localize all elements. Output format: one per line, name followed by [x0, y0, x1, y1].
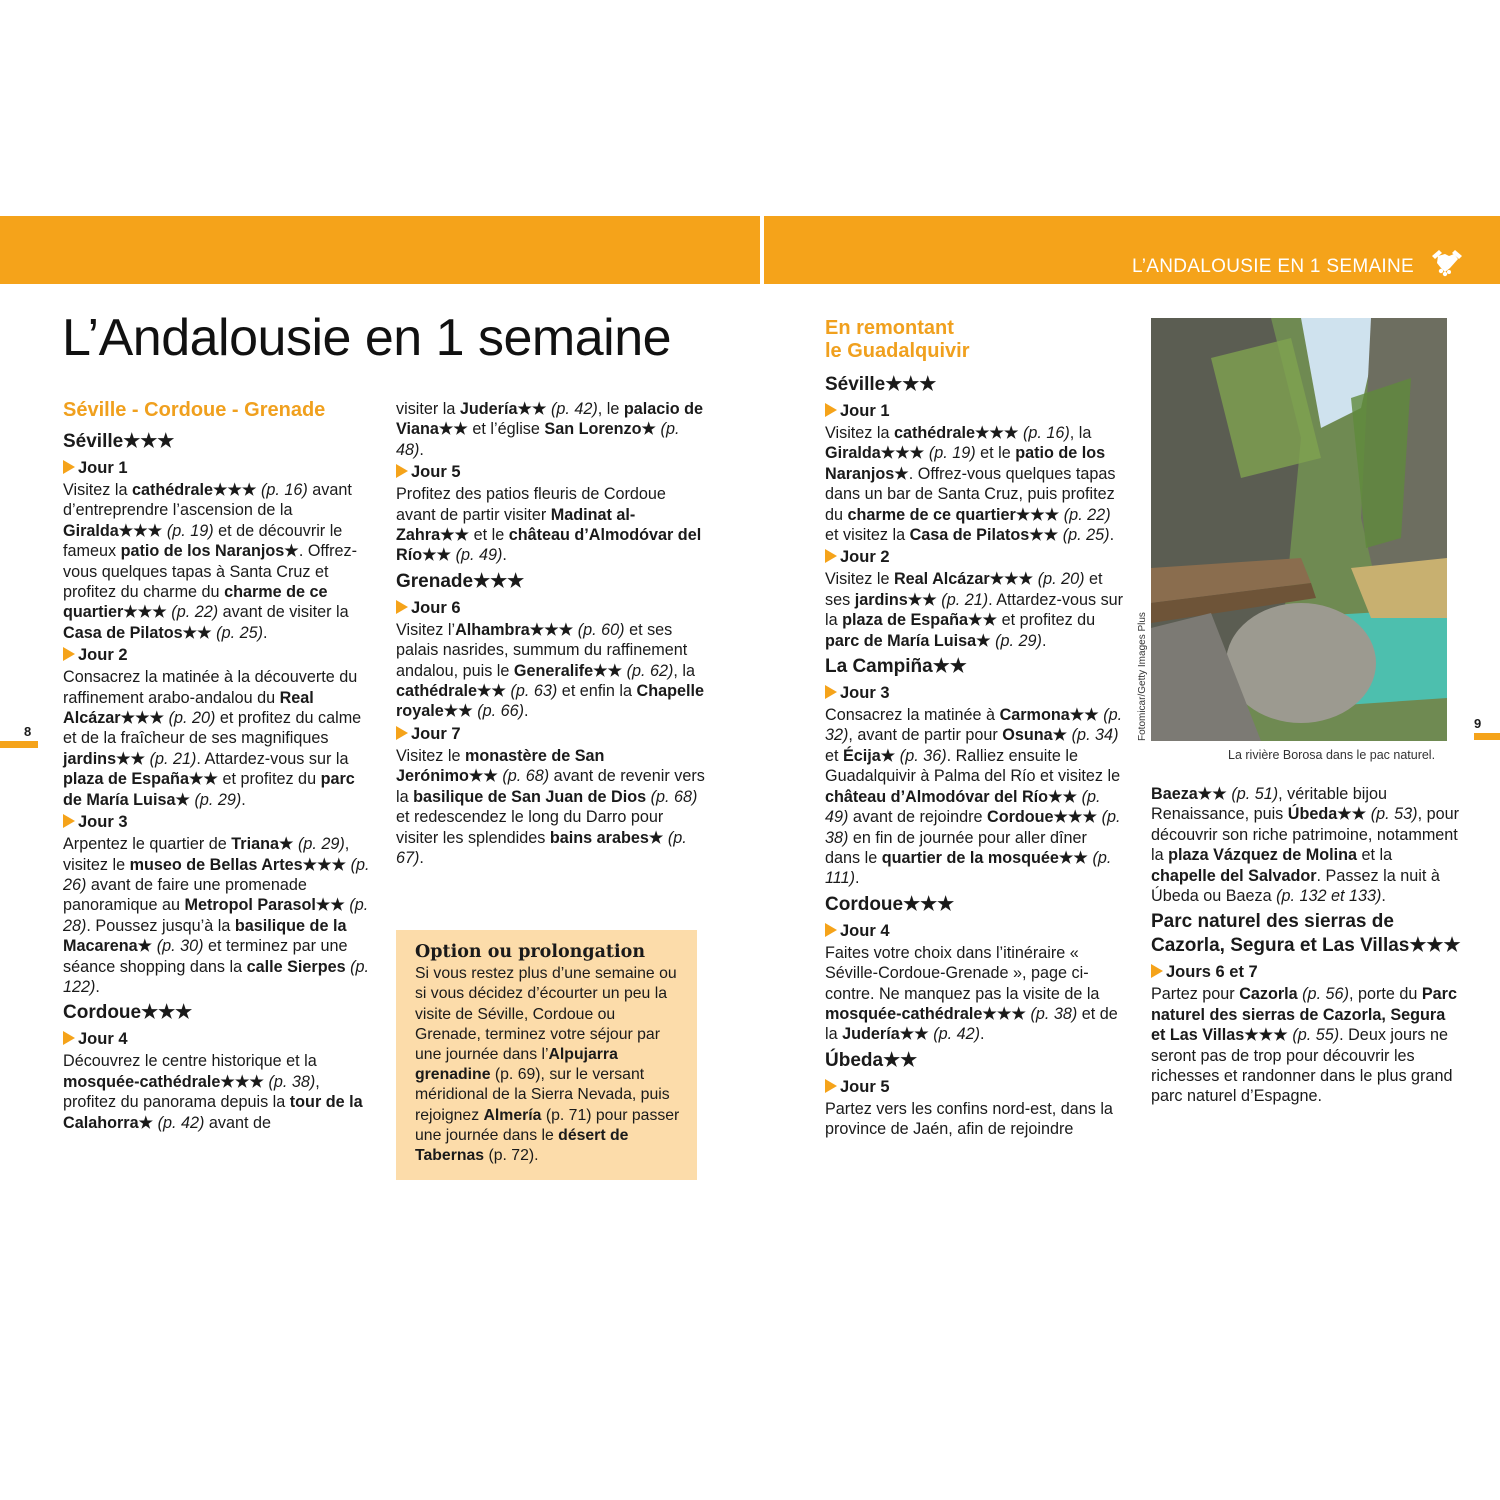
day-heading — [63, 645, 375, 665]
bold-text: bains arabes★ — [549, 828, 664, 847]
bold-text: plaza de España★★ — [842, 611, 998, 630]
page-ref: (p. 26) — [63, 855, 370, 894]
bold-text: cathédrale★★★ — [893, 424, 1019, 442]
page-ref: (p. 38) — [825, 808, 1121, 847]
route-title-right — [825, 317, 1125, 363]
right-column-1 — [825, 317, 1125, 1142]
text: . — [1041, 631, 1047, 650]
day-label: Jour 6 — [411, 598, 461, 617]
bold-text: cathédrale★★ — [396, 682, 507, 701]
city-heading: Parc naturel des sierras de Cazorla, Segura et Las Villas★★★ — [1151, 911, 1461, 957]
route-title: Séville - Cordoue - Grenade — [63, 399, 326, 421]
text: en fin de journée pour aller dîner dans le — [825, 828, 1087, 867]
page-ref: (p. 67) — [396, 828, 687, 867]
day-heading — [825, 1077, 1125, 1097]
text: Consacrez la matinée à — [825, 706, 1000, 725]
bold-text: parc de María Luisa★ — [63, 770, 355, 809]
text: . Deux jours ne seront pas de trop pour découvrir les richesses et randonner dans le plus grand parc naturel d’Espagne. — [1151, 1026, 1453, 1106]
bold-text: charme de ce quartier★★★ — [847, 505, 1060, 524]
day-label: Jour 2 — [840, 548, 890, 567]
triangle-bullet-icon — [825, 685, 837, 699]
text: Visitez la — [825, 424, 894, 442]
photo-credit: Fotomicar/Getty Images Plus — [1137, 612, 1148, 741]
text: (p. 72). — [484, 1147, 539, 1165]
page-ref: (p. 34) — [1067, 726, 1119, 745]
text: Visitez la — [63, 481, 132, 499]
text: , la — [673, 661, 696, 680]
bold-text: Carmona★★ — [999, 706, 1099, 725]
photo-illustration — [1151, 318, 1447, 741]
bold-text: chapelle del Salvador — [1151, 866, 1317, 885]
text: , profitez du panorama depuis la — [63, 1072, 320, 1112]
text: . — [855, 869, 860, 888]
text: et visitez la — [825, 526, 910, 545]
page-ref: (p. 38) — [1025, 1004, 1078, 1023]
text: , la — [1069, 424, 1092, 442]
route-title-line2: le Guadalquivir — [825, 340, 970, 362]
text: . Ralliez ensuite le Guadalquivir à Palma del Río et visitez le — [825, 746, 1121, 786]
paragraph — [825, 569, 1125, 651]
bold-text: tour de la Calahorra★ — [63, 1093, 363, 1132]
text: avant de revenir vers la — [396, 767, 705, 806]
bold-text: Écija★ — [843, 746, 896, 765]
bold-text: Cazorla — [1239, 985, 1298, 1004]
day-heading — [825, 401, 1125, 421]
folio-bar-left — [0, 741, 38, 748]
triangle-bullet-icon — [825, 1079, 837, 1093]
text: . Passez la nuit à Úbeda ou Baeza — [1151, 866, 1440, 906]
page-title: L’Andalousie en 1 semaine — [62, 309, 672, 367]
text: Faites votre choix dans l’itinéraire « Séville-Cordoue-Grenade », page ci-contre. Ne manquez pas la visite de la — [825, 943, 1100, 1003]
text: . — [502, 546, 507, 565]
text: et profitez du calme et de la fraîcheur de ses magnifiques — [63, 709, 362, 748]
day-label: Jour 4 — [840, 921, 890, 940]
page-ref: (p. 38) — [263, 1072, 316, 1091]
handshake-icon — [1430, 246, 1464, 280]
bold-text: Giralda★★★ — [825, 444, 925, 463]
text: Visitez le — [825, 570, 894, 589]
text: et la — [1357, 846, 1393, 865]
paragraph — [396, 484, 706, 566]
text: et l’église — [467, 420, 545, 439]
bold-text: monastère de San Jerónimo★★ — [396, 746, 605, 786]
page-ref: (p. 42) — [546, 400, 598, 418]
text: Partez vers les confins nord-est, dans la province de Jaén, afin de rejoindre — [825, 1099, 1113, 1139]
page-ref: (p. 36) — [895, 746, 947, 765]
bold-text: Parc naturel des sierras de Cazorla, Segura et Las Villas★★★ — [1151, 985, 1457, 1045]
bold-text: calle Sierpes — [246, 957, 346, 976]
text: , visitez le — [63, 835, 350, 874]
page-ref: (p. 29) — [293, 835, 345, 854]
text: et le — [469, 526, 509, 545]
day-label: Jour 1 — [840, 402, 890, 420]
text: . — [262, 623, 268, 642]
day-label: Jour 7 — [411, 724, 461, 743]
bold-text: mosquée-cathédrale★★★ — [63, 1072, 264, 1091]
day-heading — [396, 724, 706, 744]
triangle-bullet-icon — [63, 460, 75, 474]
bold-text: Úbeda★★ — [1287, 805, 1367, 824]
paragraph — [1151, 984, 1461, 1106]
text: . — [419, 440, 424, 459]
bold-text: Casa de Pilatos★★ — [63, 623, 212, 642]
page-ref: (p. 122) — [63, 957, 369, 996]
text: et de la — [825, 1004, 1118, 1044]
text: et redescendez le long du Darro pour visiter les splendides — [396, 808, 664, 847]
page-ref: (p. 55) — [1287, 1026, 1340, 1045]
page-ref: (p. 66) — [472, 702, 525, 721]
triangle-bullet-icon — [396, 464, 408, 478]
page-ref: (p. 22) — [166, 603, 219, 622]
page-ref: (p. 29) — [990, 631, 1042, 650]
bold-text: patio de los Naranjos★ — [120, 542, 299, 561]
day-label: Jours 6 et 7 — [1166, 963, 1258, 982]
option-box-text — [415, 964, 683, 1166]
page-ref: (p. 49) — [825, 787, 1101, 827]
text: avant de faire une promenade panoramique au — [63, 875, 307, 915]
bold-text: Osuna★ — [1002, 726, 1068, 745]
page-ref: (p. 16) — [1018, 424, 1070, 442]
bold-text: cathédrale★★★ — [131, 481, 257, 499]
option-box-title: Option ou prolongation — [415, 942, 646, 962]
triangle-bullet-icon — [825, 923, 837, 937]
page-ref: (p. 20) — [164, 709, 216, 728]
bold-text: palacio de Viana★★ — [396, 400, 704, 439]
text: . Offrez-vous quelques tapas à Santa Cruz et profitez du charme du — [63, 542, 357, 602]
page-ref: (p. 48) — [396, 420, 680, 459]
page-ref: (p. 60) — [573, 620, 625, 639]
right-column-2 — [1151, 784, 1461, 1109]
triangle-bullet-icon — [63, 1031, 75, 1045]
page-ref: (p. 111) — [825, 848, 1112, 888]
city-heading: Cordoue★★★ — [825, 893, 955, 915]
page-ref: (p. 53) — [1366, 805, 1418, 824]
city-heading: Grenade★★★ — [396, 570, 525, 592]
text: avant de rejoindre — [848, 808, 987, 827]
triangle-bullet-icon — [1151, 964, 1163, 978]
bold-text: Giralda★★★ — [63, 521, 163, 540]
text: Partez pour — [1151, 985, 1240, 1004]
bold-text: mosquée-cathédrale★★★ — [825, 1004, 1026, 1023]
day-heading — [63, 458, 375, 478]
text: , avant de partir pour — [848, 726, 1003, 745]
text: et profitez du — [997, 611, 1096, 630]
bold-text: plaza de España★★ — [63, 770, 218, 789]
day-heading — [396, 598, 706, 618]
folio-bar-right — [1474, 733, 1500, 740]
page-ref: (p. 30) — [152, 937, 204, 956]
text: . Attardez-vous sur la — [825, 590, 1124, 630]
city-heading: Cordoue★★★ — [63, 1002, 193, 1024]
page-number-left: 8 — [24, 724, 32, 739]
paragraph — [63, 834, 375, 997]
bold-text: jardins★★ — [63, 749, 146, 768]
bold-text: château d’Almodóvar del Río★★ — [396, 526, 702, 565]
bold-text: Judería★★ — [459, 400, 547, 418]
bold-text: Casa de Pilatos★★ — [909, 526, 1059, 545]
page-ref: (p. 25) — [211, 623, 263, 642]
bold-text: Madinat al-Zahra★★ — [396, 505, 636, 545]
text: , pour découvrir son riche patrimoine, notamment la — [1151, 805, 1459, 865]
text: (p. 69), sur le versant méridional de la Sierra Nevada, puis rejoignez — [415, 1066, 670, 1124]
page-ref: (p. 16) — [256, 481, 308, 499]
text: Arpentez le quartier de — [63, 835, 232, 854]
paragraph — [825, 423, 1125, 545]
day-heading — [1151, 962, 1461, 982]
text: , véritable bijou Renaissance, puis — [1151, 785, 1388, 824]
page-number-right: 9 — [1474, 716, 1482, 731]
photo-borosa-river — [1151, 318, 1447, 741]
triangle-bullet-icon — [396, 600, 408, 614]
bold-text: Metropol Parasol★★ — [184, 896, 345, 915]
text: avant de — [204, 1113, 271, 1132]
bold-text: Alpujarra grenadine — [415, 1046, 618, 1084]
page-ref: (p. 42) — [928, 1025, 981, 1044]
paragraph — [825, 943, 1125, 1045]
text: . Offrez-vous quelques tapas dans un bar de Santa Cruz, puis profitez du — [825, 464, 1116, 524]
page-ref: (p. 68) — [646, 787, 698, 806]
paragraph — [396, 620, 706, 722]
page-ref: (p. 21) — [145, 749, 197, 768]
day-heading — [396, 462, 706, 482]
page-ref: (p. 42) — [153, 1113, 205, 1132]
page-ref: (p. 132 et 133) — [1276, 887, 1382, 906]
paragraph — [63, 480, 375, 643]
bold-text: Cordoue★★★ — [987, 808, 1098, 827]
text: . — [1381, 887, 1386, 906]
page-ref: (p. 32) — [825, 706, 1123, 745]
city-heading: Úbeda★★ — [825, 1049, 918, 1071]
day-heading — [825, 683, 1125, 703]
left-column-1 — [63, 399, 375, 1135]
text: et ses palais nasrides, summum du raffinement andalou, puis le — [396, 620, 688, 680]
text: . — [524, 702, 529, 721]
paragraph — [825, 705, 1125, 889]
text: Visitez le — [396, 746, 465, 765]
city-heading: Séville★★★ — [825, 374, 937, 395]
text: avant de visiter la — [218, 603, 349, 622]
triangle-bullet-icon — [396, 726, 408, 740]
left-column-2 — [396, 399, 706, 870]
triangle-bullet-icon — [63, 647, 75, 661]
bold-text: basilique de San Juan de Dios — [413, 787, 647, 806]
triangle-bullet-icon — [63, 814, 75, 828]
text: . Poussez jusqu’à la — [86, 916, 235, 935]
day-heading — [825, 547, 1125, 567]
header-banner-left — [0, 216, 760, 284]
text: et de découvrir le fameux — [63, 521, 343, 561]
bold-text: désert de Tabernas — [415, 1126, 629, 1165]
paragraph — [396, 399, 706, 460]
text: . — [980, 1025, 985, 1044]
text: . Attardez-vous sur la — [196, 749, 349, 768]
photo-caption: La rivière Borosa dans le pac naturel. — [1228, 748, 1436, 762]
text: Découvrez le centre historique et la — [63, 1052, 317, 1071]
text: Si vous restez plus d’une semaine ou si vous décidez d’écourter un peu la visite de Séville, Cordoue ou Grenade, terminez votre séjour par une journée dans l’ — [415, 965, 677, 1064]
day-label: Jour 4 — [78, 1030, 128, 1049]
text: Consacrez la matinée à la découverte du raffinement arabo-andalou du — [63, 668, 358, 707]
page-ref: (p. 21) — [936, 590, 989, 609]
bold-text: plaza Vázquez de Molina — [1168, 846, 1358, 865]
bold-text: Real Alcázar★★★ — [893, 570, 1034, 589]
bold-text: quartier de la mosquée★★ — [881, 848, 1088, 867]
text: et le — [975, 444, 1016, 463]
city-heading: Séville★★★ — [63, 431, 175, 452]
text: . — [241, 790, 246, 809]
page-ref: (p. 20) — [1033, 570, 1085, 589]
page-ref: (p. 68) — [497, 767, 550, 786]
bold-text: Chapelle royale★★ — [396, 682, 704, 721]
paragraph — [63, 667, 375, 810]
paragraph — [1151, 784, 1461, 906]
paragraph — [825, 1099, 1125, 1140]
bold-text: jardins★★ — [854, 590, 937, 609]
bold-text: Judería★★ — [842, 1025, 929, 1044]
page-ref: (p. 25) — [1058, 526, 1110, 545]
text: . — [1109, 526, 1115, 545]
day-heading — [825, 921, 1125, 941]
bold-text: parc de María Luisa★ — [825, 631, 991, 650]
bold-text: Real Alcázar★★★ — [63, 688, 314, 728]
page-ref: (p. 51) — [1226, 785, 1279, 803]
bold-text: patio de los Naranjos★ — [825, 444, 1106, 483]
page-ref: (p. 49) — [451, 546, 503, 565]
bold-text: basilique de la Macarena★ — [63, 916, 347, 956]
text: visiter la — [396, 400, 460, 418]
paragraph — [63, 1051, 375, 1133]
text: et — [825, 746, 843, 765]
text: , porte du — [1348, 985, 1422, 1004]
text: Visitez l’ — [396, 620, 456, 639]
bold-text: charme de ce quartier★★★ — [63, 583, 328, 622]
day-label: Jour 3 — [78, 813, 128, 832]
day-label: Jour 5 — [840, 1077, 890, 1096]
page-ref: (p. 63) — [506, 682, 558, 701]
page-ref: (p. 19) — [162, 521, 214, 540]
day-heading — [63, 812, 375, 832]
day-label: Jour 3 — [840, 684, 890, 703]
bold-text: Almería — [483, 1106, 542, 1124]
text: et enfin la — [557, 682, 637, 701]
day-heading — [63, 1029, 375, 1049]
page-ref: (p. 62) — [622, 661, 674, 680]
bold-text: Baeza★★ — [1151, 785, 1227, 803]
paragraph — [396, 746, 706, 868]
text: et ses — [825, 570, 1103, 609]
bold-text: Triana★ — [231, 835, 294, 854]
bold-text: Alhambra★★★ — [455, 620, 574, 639]
text: et terminez par une séance shopping dans la — [63, 937, 348, 976]
text: . — [419, 848, 424, 867]
bold-text: Generalife★★ — [513, 661, 623, 680]
page-ref: (p. 56) — [1297, 985, 1349, 1004]
option-box — [396, 930, 697, 1180]
text: et profitez du — [217, 770, 321, 789]
page-ref: (p. 19) — [924, 444, 976, 463]
day-label: Jour 2 — [78, 646, 128, 665]
bold-text: San Lorenzo★ — [544, 420, 657, 439]
text: Profitez des patios fleuris de Cordoue avant de partir visiter — [396, 485, 666, 524]
bold-text: museo de Bellas Artes★★★ — [129, 855, 347, 874]
text: avant d’entreprendre l’ascension de la — [63, 481, 352, 520]
route-title-line1: En remontant — [825, 317, 954, 339]
page-ref: (p. 29) — [189, 790, 242, 809]
text: (p. 71) pour passer une journée dans le — [415, 1106, 680, 1144]
text: . — [95, 977, 100, 996]
triangle-bullet-icon — [825, 549, 837, 563]
day-label: Jour 1 — [78, 459, 128, 477]
page-ref: (p. 28) — [63, 896, 369, 935]
running-head: L’ANDALOUSIE EN 1 SEMAINE — [1131, 256, 1414, 277]
text: , le — [597, 400, 624, 418]
city-heading: La Campiña★★ — [825, 656, 967, 678]
day-label: Jour 5 — [411, 463, 461, 482]
bold-text: château d’Almodóvar del Río★★ — [825, 787, 1078, 806]
triangle-bullet-icon — [825, 403, 837, 417]
page-ref: (p. 22) — [1059, 505, 1111, 524]
